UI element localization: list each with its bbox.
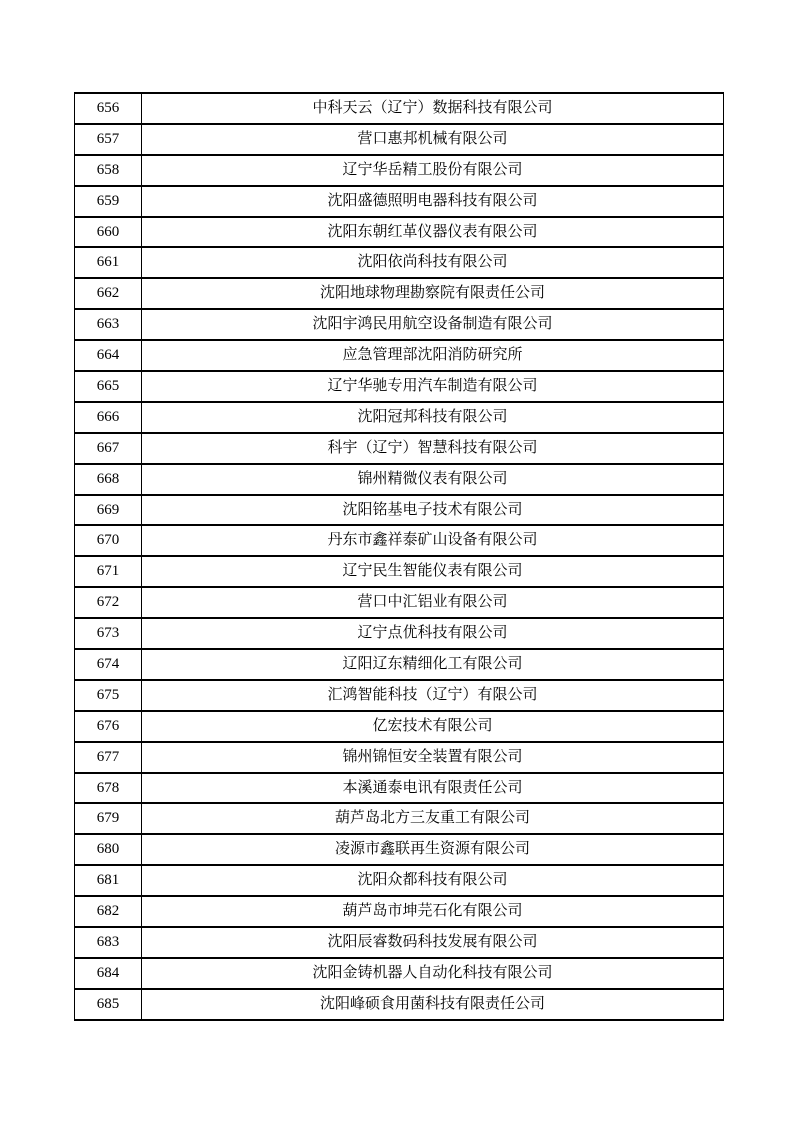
table-row [75, 896, 724, 927]
company-name: 葫芦岛市坤芫石化有限公司 [142, 896, 724, 927]
company-list-body [75, 93, 724, 1020]
table-row [75, 155, 724, 186]
table-row [75, 186, 724, 217]
table-row [75, 309, 724, 340]
table-row [75, 680, 724, 711]
table-row [75, 989, 724, 1020]
row-number: 670 [75, 525, 142, 556]
row-number: 661 [75, 247, 142, 278]
row-number: 666 [75, 402, 142, 433]
row-number: 679 [75, 803, 142, 834]
table-row [75, 433, 724, 464]
table-row [75, 865, 724, 896]
table-row [75, 587, 724, 618]
company-name: 丹东市鑫祥泰矿山设备有限公司 [142, 525, 724, 556]
table-row [75, 93, 724, 124]
company-name: 锦州精微仪表有限公司 [142, 464, 724, 495]
table-row [75, 556, 724, 587]
company-list-table [74, 92, 724, 1021]
row-number: 656 [75, 93, 142, 124]
company-name: 汇鸿智能科技（辽宁）有限公司 [142, 680, 724, 711]
company-name: 凌源市鑫联再生资源有限公司 [142, 834, 724, 865]
row-number: 668 [75, 464, 142, 495]
row-number: 660 [75, 217, 142, 248]
table-row [75, 834, 724, 865]
row-number: 672 [75, 587, 142, 618]
company-name: 沈阳金铸机器人自动化科技有限公司 [142, 958, 724, 989]
table-row [75, 618, 724, 649]
company-name: 沈阳峰硕食用菌科技有限责任公司 [142, 989, 724, 1020]
company-name: 辽宁华岳精工股份有限公司 [142, 155, 724, 186]
company-name: 辽阳辽东精细化工有限公司 [142, 649, 724, 680]
row-number: 673 [75, 618, 142, 649]
table-row [75, 525, 724, 556]
company-name: 沈阳地球物理勘察院有限责任公司 [142, 278, 724, 309]
table-row [75, 464, 724, 495]
table-row [75, 803, 724, 834]
row-number: 685 [75, 989, 142, 1020]
table-row [75, 711, 724, 742]
table-row [75, 495, 724, 526]
row-number: 669 [75, 495, 142, 526]
row-number: 677 [75, 742, 142, 773]
company-name: 沈阳冠邦科技有限公司 [142, 402, 724, 433]
row-number: 667 [75, 433, 142, 464]
company-name: 辽宁点优科技有限公司 [142, 618, 724, 649]
company-name: 沈阳宇鸿民用航空设备制造有限公司 [142, 309, 724, 340]
company-name: 辽宁华驰专用汽车制造有限公司 [142, 371, 724, 402]
company-name: 沈阳辰睿数码科技发展有限公司 [142, 927, 724, 958]
table-row [75, 742, 724, 773]
row-number: 674 [75, 649, 142, 680]
row-number: 682 [75, 896, 142, 927]
company-name: 沈阳依尚科技有限公司 [142, 247, 724, 278]
table-row [75, 217, 724, 248]
company-name: 锦州锦恒安全装置有限公司 [142, 742, 724, 773]
company-name: 沈阳盛德照明电器科技有限公司 [142, 186, 724, 217]
company-name: 辽宁民生智能仪表有限公司 [142, 556, 724, 587]
row-number: 676 [75, 711, 142, 742]
table-row [75, 773, 724, 804]
row-number: 664 [75, 340, 142, 371]
company-name: 亿宏技术有限公司 [142, 711, 724, 742]
table-row [75, 649, 724, 680]
row-number: 665 [75, 371, 142, 402]
table-row [75, 371, 724, 402]
table-row [75, 927, 724, 958]
row-number: 681 [75, 865, 142, 896]
table-row [75, 402, 724, 433]
row-number: 657 [75, 124, 142, 155]
row-number: 675 [75, 680, 142, 711]
table-row [75, 247, 724, 278]
company-name: 沈阳东朝红革仪器仪表有限公司 [142, 217, 724, 248]
table-row [75, 958, 724, 989]
company-name: 沈阳铭基电子技术有限公司 [142, 495, 724, 526]
table-row [75, 278, 724, 309]
company-name: 沈阳众都科技有限公司 [142, 865, 724, 896]
table-row [75, 124, 724, 155]
row-number: 684 [75, 958, 142, 989]
row-number: 662 [75, 278, 142, 309]
company-name: 应急管理部沈阳消防研究所 [142, 340, 724, 371]
company-name: 中科天云（辽宁）数据科技有限公司 [142, 93, 724, 124]
row-number: 663 [75, 309, 142, 340]
row-number: 678 [75, 773, 142, 804]
table-row [75, 340, 724, 371]
company-name: 营口中汇铝业有限公司 [142, 587, 724, 618]
company-name: 本溪通泰电讯有限责任公司 [142, 773, 724, 804]
company-name: 科宇（辽宁）智慧科技有限公司 [142, 433, 724, 464]
company-name: 葫芦岛北方三友重工有限公司 [142, 803, 724, 834]
row-number: 658 [75, 155, 142, 186]
row-number: 683 [75, 927, 142, 958]
company-name: 营口惠邦机械有限公司 [142, 124, 724, 155]
row-number: 671 [75, 556, 142, 587]
row-number: 680 [75, 834, 142, 865]
row-number: 659 [75, 186, 142, 217]
